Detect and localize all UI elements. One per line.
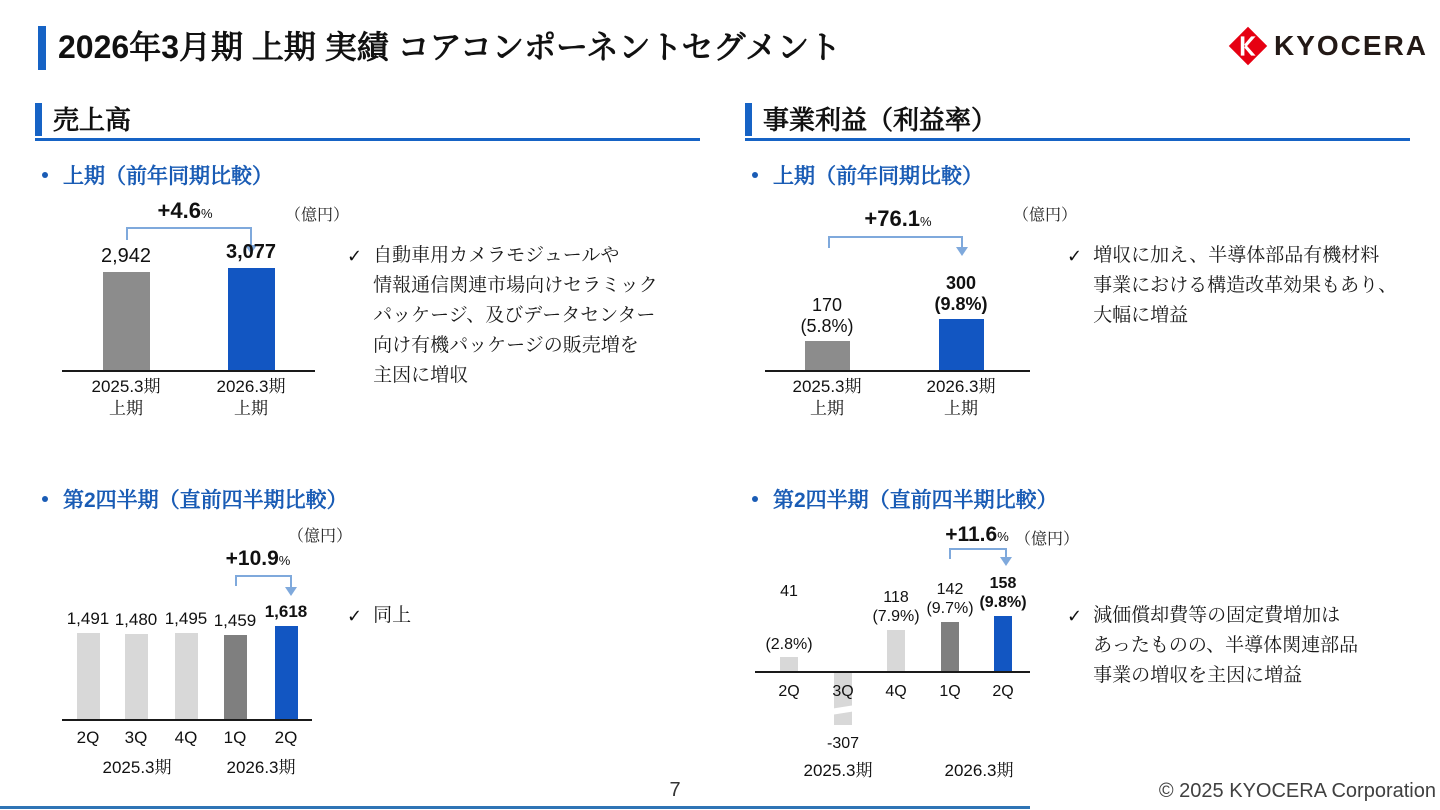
sales-q2-note xyxy=(347,601,702,631)
change-label xyxy=(917,523,1037,547)
kyocera-logo-icon xyxy=(1228,26,1268,66)
bar-2Q xyxy=(77,633,100,719)
bar-3Q xyxy=(125,634,148,719)
change-value: +4.6 xyxy=(157,198,201,223)
note-line: 事業の増収を主因に増益 xyxy=(1093,665,1303,686)
change-arrow-head xyxy=(956,247,968,256)
check-icon: ✓ xyxy=(347,246,363,266)
check-icon: ✓ xyxy=(1067,606,1083,626)
percent-sign: % xyxy=(920,214,932,229)
x-axis-line xyxy=(62,370,315,372)
bar-value-label: 3,077 xyxy=(225,241,277,263)
category-label: 2Q xyxy=(274,728,298,747)
bar-value-label: 2,942 xyxy=(100,245,152,267)
note-line: 事業における構造改革効果もあり、 xyxy=(1093,275,1398,296)
sales-h1-bullet xyxy=(42,160,273,190)
bar-value-label: 1,491 xyxy=(66,609,110,628)
bar-2025.3期-上期 xyxy=(805,341,850,370)
note-line: あったものの、半導体関連部品 xyxy=(1093,635,1359,656)
period-group-label: 2025.3期 xyxy=(803,761,873,780)
sales-q2-bullet-label: 第2四半期（直前四半期比較） xyxy=(63,489,348,512)
sales-section-heading: 売上高 xyxy=(53,105,132,135)
unit-label: （億円） xyxy=(1015,531,1080,548)
page-number: 7 xyxy=(669,779,681,801)
bar-value-label: 170 (5.8%) xyxy=(800,295,854,336)
bar-value-label: 300 (9.8%) xyxy=(934,273,988,314)
kyocera-logo xyxy=(1228,26,1428,66)
category-label: 2025.3期 上期 xyxy=(792,377,862,418)
x-axis-line xyxy=(755,671,1030,673)
footer-accent-line xyxy=(0,806,1030,809)
sales-q2-bar-chart xyxy=(62,520,353,782)
bar-value-label: 118 (7.9%) xyxy=(872,589,920,625)
sales-section-accent-bar xyxy=(35,103,42,136)
profit-section-accent-bar xyxy=(745,103,752,136)
note-line: 大幅に増益 xyxy=(1093,305,1189,326)
x-axis-line xyxy=(765,370,1030,372)
bar-2Q xyxy=(780,657,798,671)
bar-value-label: 158 (9.8%) xyxy=(979,575,1027,611)
bullet-dot-icon xyxy=(752,496,758,502)
change-arrow-line xyxy=(1005,548,1007,557)
profit-h1-bar-chart xyxy=(765,195,1078,430)
bullet-dot-icon xyxy=(42,496,48,502)
change-value: +10.9 xyxy=(225,547,279,570)
sales-h1-note-text xyxy=(373,241,658,391)
profit-h1-bullet xyxy=(752,160,983,190)
note-line: 主因に増収 xyxy=(373,365,469,386)
profit-h1-note-text xyxy=(1093,241,1397,331)
note-line: 同上 xyxy=(373,605,412,626)
title-accent-bar xyxy=(38,26,46,70)
category-label: 1Q xyxy=(223,728,247,747)
change-bracket-tick xyxy=(126,227,128,240)
category-label: 3Q xyxy=(832,683,854,700)
copyright: © 2025 KYOCERA Corporation xyxy=(1158,780,1436,802)
bullet-dot-icon xyxy=(42,172,48,178)
bar-2026.3期-上期 xyxy=(939,319,984,370)
sales-section-underline xyxy=(35,138,700,141)
category-label: 4Q xyxy=(174,728,198,747)
note-line: 増収に加え、半導体部品有機材料 xyxy=(1093,245,1380,266)
bar-value-label: -307 xyxy=(826,735,860,752)
change-arrow-line xyxy=(961,236,963,247)
bar-2Q xyxy=(994,616,1012,671)
category-label: 2026.3期 上期 xyxy=(216,377,286,418)
bar-value-label: 1,495 xyxy=(164,609,208,628)
change-value: +76.1 xyxy=(864,206,921,231)
note-line: 自動車用カメラモジュールや xyxy=(373,245,620,266)
category-label: 2025.3期 上期 xyxy=(91,377,161,418)
sales-h1-bar-chart xyxy=(60,195,370,430)
profit-q2-bullet xyxy=(752,484,1058,514)
sales-q2-bullet xyxy=(42,484,348,514)
sales-h1-note xyxy=(347,241,702,391)
change-bracket-line xyxy=(949,548,1006,550)
change-label xyxy=(198,547,318,571)
note-line: 情報通信関連市場向けセラミック xyxy=(373,275,658,296)
bar-value-label: 41 xyxy=(780,583,798,600)
bar-4Q xyxy=(175,633,198,719)
change-bracket-tick xyxy=(949,548,951,559)
change-arrow-head xyxy=(285,587,297,596)
category-label: 2Q xyxy=(76,728,100,747)
unit-label: （億円） xyxy=(1013,207,1078,224)
change-bracket-line xyxy=(235,575,291,577)
bar-2Q xyxy=(275,626,298,719)
check-icon: ✓ xyxy=(347,606,363,626)
bar-2025.3期-上期 xyxy=(103,272,150,370)
change-arrow-head xyxy=(1000,557,1012,566)
x-axis-line xyxy=(62,719,312,721)
unit-label: （億円） xyxy=(285,207,350,224)
category-label: 2Q xyxy=(778,683,800,700)
bar-value-label: (2.8%) xyxy=(765,636,813,653)
profit-q2-note-text xyxy=(1093,601,1358,691)
profit-h1-bullet-label: 上期（前年同期比較） xyxy=(773,165,983,188)
profit-h1-note xyxy=(1067,241,1432,331)
period-group-label: 2025.3期 xyxy=(102,758,172,777)
bar-1Q xyxy=(224,635,247,719)
page-title: 2026年3月期 上期 実績 コアコンポーネントセグメント xyxy=(58,29,842,65)
change-arrow-line xyxy=(290,575,292,587)
sales-h1-bullet-label: 上期（前年同期比較） xyxy=(63,165,273,188)
category-label: 1Q xyxy=(939,683,961,700)
percent-sign: % xyxy=(200,206,213,221)
note-line: パッケージ、及びデータセンター xyxy=(373,305,656,326)
bar-value-label: 1,459 xyxy=(213,611,257,630)
bar-value-label: 142 (9.7%) xyxy=(926,581,974,617)
change-bracket-line xyxy=(828,236,962,238)
profit-q2-bar-chart xyxy=(755,520,1080,788)
profit-q2-bullet-label: 第2四半期（直前四半期比較） xyxy=(773,489,1058,512)
category-label: 2Q xyxy=(992,683,1014,700)
bar-2026.3期-上期 xyxy=(228,268,275,370)
profit-section-underline xyxy=(745,138,1410,141)
category-label: 2026.3期 上期 xyxy=(926,377,996,418)
note-line: 減価償却費等の固定費増加は xyxy=(1093,605,1341,626)
bar-1Q xyxy=(941,622,959,671)
check-icon: ✓ xyxy=(1067,246,1083,266)
percent-sign: % xyxy=(997,529,1009,544)
category-label: 4Q xyxy=(885,683,907,700)
change-bracket-line xyxy=(126,227,251,229)
category-label: 3Q xyxy=(124,728,148,747)
profit-q2-note xyxy=(1067,601,1432,691)
period-group-label: 2026.3期 xyxy=(226,758,296,777)
bullet-dot-icon xyxy=(752,172,758,178)
bar-value-label: 1,480 xyxy=(114,610,158,629)
sales-q2-note-text xyxy=(373,601,411,631)
bar-value-label: 1,618 xyxy=(264,602,308,621)
profit-section-heading: 事業利益（利益率） xyxy=(763,105,998,135)
period-group-label: 2026.3期 xyxy=(944,761,1014,780)
note-line: 向け有機パッケージの販売増を xyxy=(373,335,639,356)
kyocera-logo-text: KYOCERA xyxy=(1274,30,1429,61)
change-label xyxy=(838,206,958,232)
percent-sign: % xyxy=(278,553,291,568)
unit-label: （億円） xyxy=(288,528,353,545)
bar-4Q xyxy=(887,630,905,671)
change-value: +11.6 xyxy=(945,523,998,546)
change-label xyxy=(125,198,245,224)
change-bracket-tick xyxy=(828,236,830,248)
change-bracket-tick xyxy=(235,575,237,586)
